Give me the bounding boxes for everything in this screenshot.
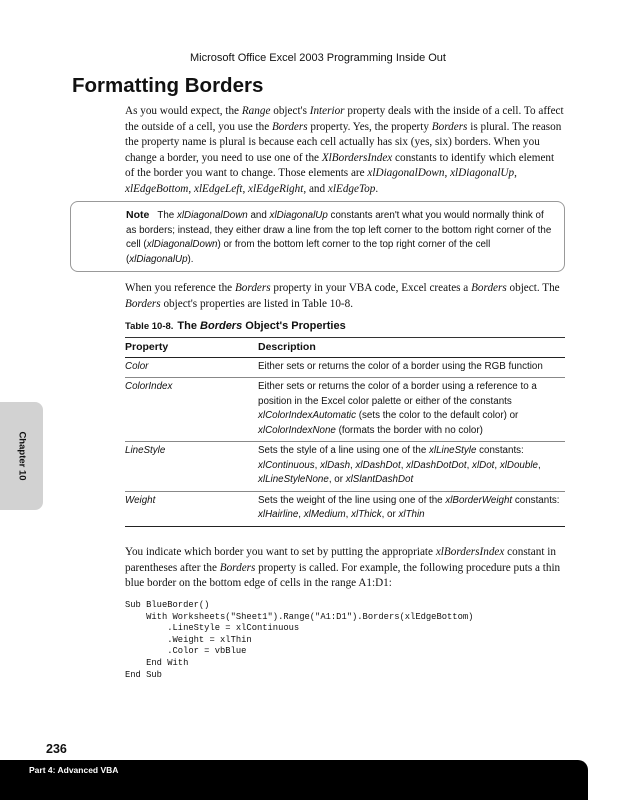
- italic-term: xlEdgeTop: [327, 182, 376, 195]
- italic-term: Borders: [431, 120, 468, 133]
- italic-term: xlMedium: [303, 509, 346, 520]
- section-title: Formatting Borders: [72, 74, 264, 97]
- table-caption: [125, 320, 346, 332]
- running-head: Microsoft Office Excel 2003 Programming Inside Out: [190, 52, 446, 64]
- property-name: ColorIndex: [125, 381, 173, 392]
- italic-term: Borders: [234, 282, 271, 294]
- property-name: Weight: [125, 494, 156, 506]
- italic-term: xlDash: [320, 459, 351, 471]
- note-label: Note: [126, 209, 150, 221]
- italic-term: Range: [241, 105, 271, 117]
- property-name: LineStyle: [125, 445, 166, 456]
- italic-term: xlThin: [398, 509, 425, 520]
- italic-term: xlColorIndexNone: [258, 424, 336, 436]
- property-name-cell: [125, 357, 258, 378]
- property-name-cell: [125, 442, 258, 492]
- property-name-cell: [125, 378, 258, 442]
- italic-term: xlLineStyleNone: [258, 474, 329, 485]
- column-header-property: Property: [125, 338, 258, 358]
- code-line: End With: [125, 657, 189, 668]
- note-text: The xlDiagonalDown and xlDiagonalUp constants aren't what you would normally think of as borders; instead, they either draw a line from the top left corner to the bottom right corner of the cell (xlDiagonalDown) or from the bottom left corner to the top right corner of the cell (xlDiagonalUp).: [126, 210, 552, 265]
- footer-part-label: Part 4: Advanced VBA: [29, 765, 119, 775]
- table-row: [125, 357, 565, 378]
- italic-term: Borders: [271, 120, 308, 133]
- property-description-cell: Either sets or returns the color of a border using the RGB function: [258, 357, 565, 378]
- italic-term: xlEdgeLeft: [193, 182, 243, 195]
- italic-term: xlDiagonalUp: [269, 210, 328, 221]
- column-header-description: Description: [258, 338, 565, 358]
- note-box: [70, 201, 565, 272]
- code-line: .LineStyle = xlContinuous: [125, 623, 300, 634]
- italic-term: Borders: [471, 282, 507, 294]
- italic-term: xlDouble: [499, 459, 538, 471]
- italic-term: Borders: [125, 297, 161, 310]
- code-line: .Color = vbBlue: [125, 646, 247, 657]
- italic-term: xlLineStyle: [429, 445, 477, 456]
- italic-term: xlBordersIndex: [435, 546, 505, 558]
- table-row: [125, 442, 565, 492]
- table-caption-title-em: Borders: [200, 320, 243, 332]
- intro-paragraph: As you would expect, the Range object's Interior property deals with the inside of a cell. To affect the outside of a cell, you use the Borders property. Yes, the property Borders is plural. The reason the property name is plural is because each cell actually has six (yes, six) borders. When you change a border, you need to use one of the XlBordersIndex constants to identify which element of the border you want to change. Those elements are xlDiagonalDown, xlDiagonalUp, xlEdgeBottom, xlEdgeLeft, xlEdgeRight, and xlEdgeTop.: [125, 105, 564, 195]
- table-row: [125, 491, 565, 526]
- italic-term: xlEdgeRight: [248, 182, 304, 195]
- italic-term: xlDot: [472, 459, 495, 471]
- italic-term: xlThick: [351, 509, 382, 520]
- italic-term: xlDiagonalUp: [129, 253, 188, 265]
- italic-term: xlSlantDashDot: [345, 474, 414, 485]
- property-description-cell: Sets the style of a line using one of the xlLineStyle constants: xlContinuous, xlDash, xlDashDot, xlDashDotDot, xlDot, xlDouble, xlLineStyleNone, or xlSlantDashDot: [258, 442, 565, 492]
- italic-term: xlDiagonalDown: [367, 167, 445, 179]
- procedure-intro-paragraph: You indicate which border you want to set by putting the appropriate xlBordersIndex constant in parentheses after the Borders property is called. For example, the following procedure puts a thin blue border on the bottom edge of cells in the range A1:D1:: [125, 546, 561, 589]
- code-line: With Worksheets("Sheet1").Range("A1:D1").Borders(xlEdgeBottom): [125, 611, 474, 622]
- code-line: End Sub: [125, 669, 162, 680]
- italic-term: xlDiagonalUp: [450, 167, 515, 179]
- properties-table: [125, 337, 565, 527]
- table-header-row: [125, 338, 565, 358]
- property-name: Color: [125, 360, 149, 372]
- borders-object-paragraph: When you reference the Borders property in your VBA code, Excel creates a Borders object. The Borders object's properties are listed in Table 10-8.: [125, 282, 560, 310]
- table-caption-number: Table 10-8.: [125, 321, 174, 332]
- table-caption-title-pre: The: [177, 320, 201, 332]
- italic-term: Interior: [309, 105, 345, 117]
- italic-term: xlBorderWeight: [445, 494, 513, 506]
- italic-term: xlDashDot: [355, 459, 401, 471]
- italic-term: xlDiagonalDown: [176, 210, 248, 221]
- page-number: 236: [46, 742, 67, 756]
- italic-term: xlDiagonalDown: [146, 239, 218, 250]
- italic-term: xlDashDotDot: [406, 459, 467, 471]
- italic-term: Borders: [219, 561, 256, 574]
- code-line: Sub BlueBorder(): [125, 600, 210, 610]
- italic-term: xlContinuous: [258, 459, 315, 471]
- italic-term: xlHairline: [258, 509, 299, 520]
- code-block: [125, 600, 473, 681]
- table-caption-title-post: Object's Properties: [242, 320, 346, 332]
- italic-term: XlBordersIndex: [321, 151, 393, 164]
- italic-term: xlEdgeBottom: [125, 182, 189, 195]
- property-name-cell: [125, 491, 258, 526]
- code-line: .Weight = xlThin: [125, 634, 252, 645]
- chapter-tab-label: Chapter 10: [16, 431, 28, 481]
- property-description-cell: Sets the weight of the line using one of the xlBorderWeight constants: xlHairline, xlMedium, xlThick, or xlThin: [258, 491, 565, 526]
- property-description-cell: Either sets or returns the color of a border using a reference to a position in the Excel color palette or either of the constants xlColorIndexAutomatic (sets the color to the default color) or xlColorIndexNone (formats the border with no color): [258, 378, 565, 442]
- italic-term: xlColorIndexAutomatic: [258, 410, 357, 421]
- table-row: [125, 378, 565, 442]
